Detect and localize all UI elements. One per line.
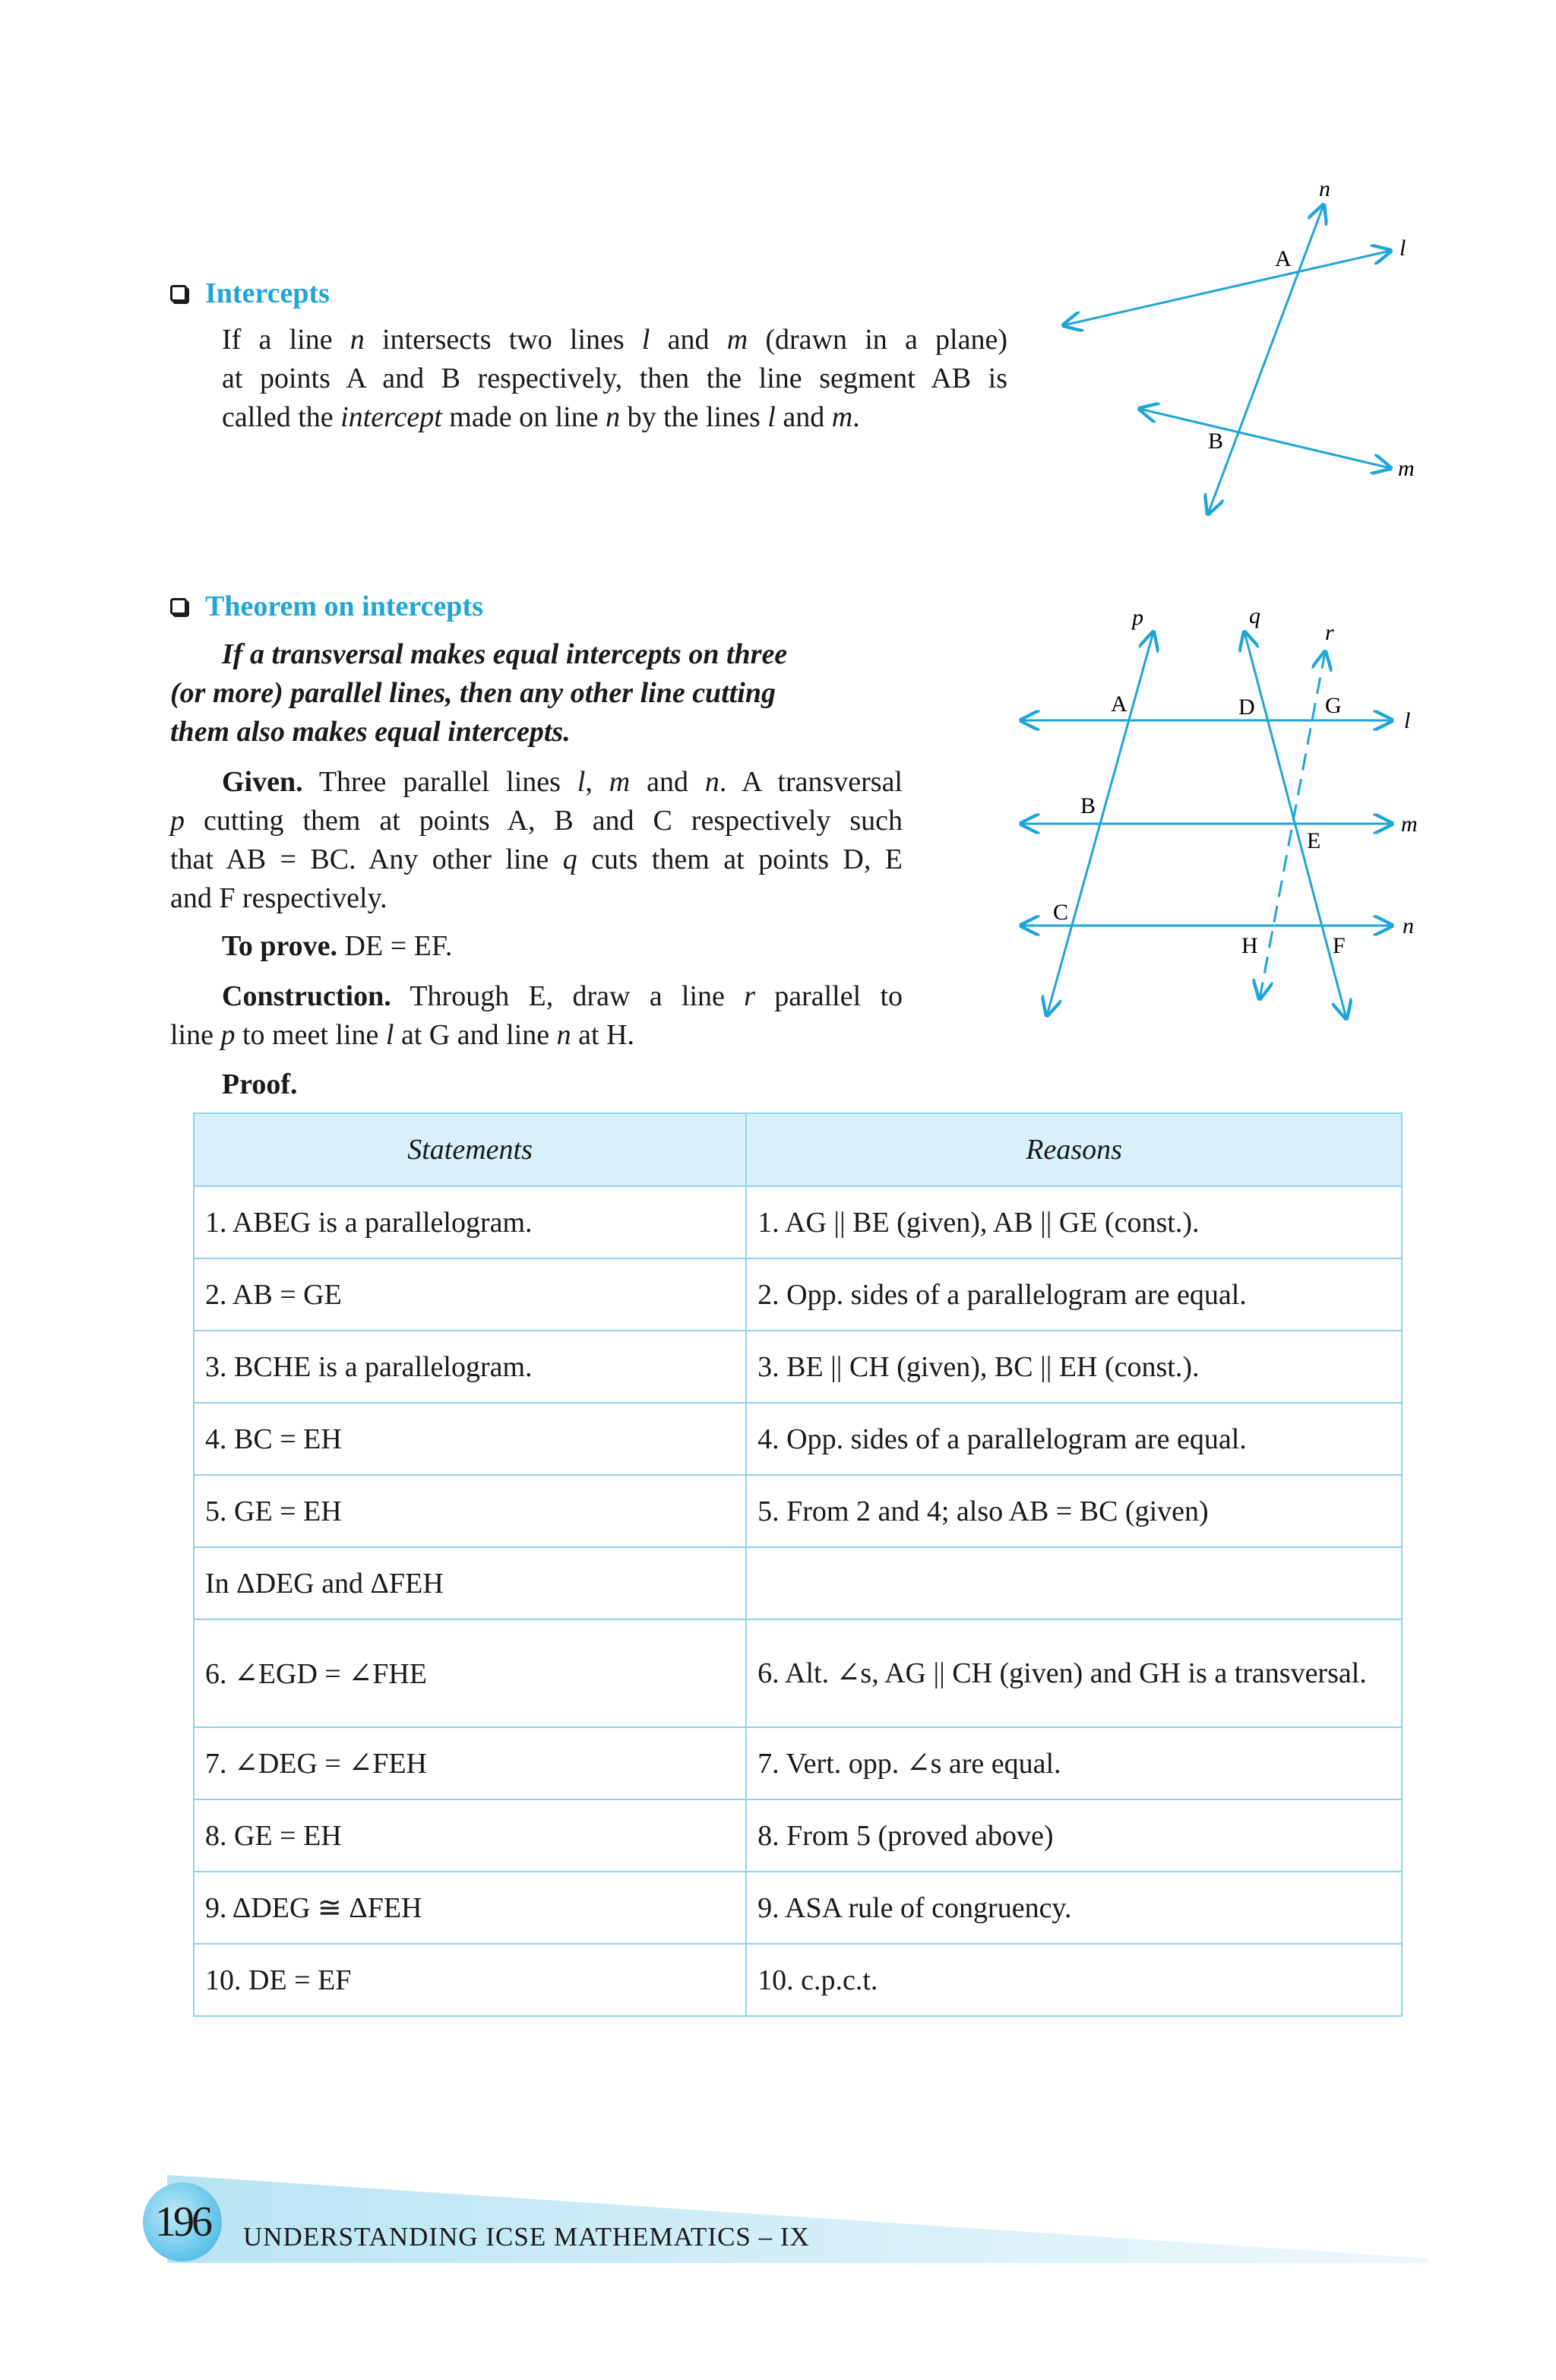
table-row [194, 1403, 1402, 1475]
italic-term: p [170, 805, 185, 837]
statement-cell: 2. AB = GE [194, 1258, 746, 1331]
table-row [194, 1872, 1402, 1944]
reason-cell [746, 1547, 1402, 1619]
theorem-line: (or more) parallel lines, then any other line cutting [170, 677, 776, 709]
label-E: E [1307, 828, 1321, 853]
proof-table [193, 1112, 1403, 2017]
line-m [1140, 409, 1390, 468]
theorem-line: them also makes equal intercepts. [170, 716, 571, 748]
italic-term: intercept [340, 401, 442, 433]
statements-header: Statements [194, 1113, 746, 1186]
text-run: , [585, 766, 609, 798]
definition-line [222, 398, 1007, 437]
reason-cell: 4. Opp. sides of a parallelogram are equal. [746, 1403, 1402, 1475]
theorem-line: If a transversal makes equal intercepts on three [222, 638, 788, 670]
label-B: B [1208, 429, 1224, 454]
construction-line [170, 1016, 903, 1055]
label-B: B [1080, 793, 1096, 818]
theorem-statement [170, 635, 903, 752]
reason-cell: 7. Vert. opp. ∠s are equal. [746, 1727, 1402, 1799]
label-A: A [1111, 692, 1127, 717]
table-row [194, 1547, 1402, 1619]
text-run: parallel to [754, 980, 903, 1012]
text-run: to meet line [235, 1019, 386, 1051]
book-title: UNDERSTANDING ICSE MATHEMATICS – IX [243, 2222, 810, 2252]
checkbox-bullet-icon [170, 598, 187, 615]
line-n [1208, 205, 1324, 514]
given-line [170, 879, 903, 918]
label-r: r [1325, 620, 1334, 645]
statement-cell: 6. ∠EGD = ∠FHE [194, 1619, 746, 1727]
reason-cell: 8. From 5 (proved above) [746, 1799, 1402, 1872]
text-run: and F respectively. [170, 882, 387, 914]
text-run: line [170, 1019, 221, 1051]
text-run: made on line [441, 401, 606, 433]
label-H: H [1241, 933, 1258, 958]
italic-term: m [726, 324, 748, 356]
proof-table-body [194, 1186, 1402, 2016]
label-C: C [1053, 900, 1069, 925]
statement-cell: In ΔDEG and ΔFEH [194, 1547, 746, 1619]
text-run: Three parallel lines [302, 766, 577, 798]
italic-term: l [767, 401, 776, 433]
label-D: D [1238, 695, 1255, 720]
given-block [170, 763, 903, 918]
to-prove-text: DE = EF. [337, 930, 453, 962]
line-q [1244, 632, 1346, 1018]
italic-term: n [606, 401, 621, 433]
text-run: If a line [222, 324, 350, 356]
text-run: Through E, draw a line [391, 980, 745, 1012]
statement-cell: 4. BC = EH [194, 1403, 746, 1475]
reason-cell: 9. ASA rule of congruency. [746, 1872, 1402, 1944]
reason-cell: 2. Opp. sides of a parallelogram are equal. [746, 1258, 1402, 1331]
italic-term: n [704, 766, 719, 798]
text-run: and [775, 401, 832, 433]
italic-term: l [577, 766, 586, 798]
given-line [170, 802, 903, 840]
table-row [194, 1944, 1402, 2016]
text-run: at H. [571, 1019, 635, 1051]
theorem-figure [1003, 593, 1444, 1033]
table-row [194, 1619, 1402, 1727]
theorem-heading-text: Theorem on intercepts [205, 590, 483, 622]
label-n: n [1319, 176, 1330, 201]
italic-term: l [385, 1019, 394, 1051]
proof-label-text: Proof. [222, 1068, 298, 1100]
theorem-heading [170, 590, 483, 623]
given-line [170, 763, 903, 802]
table-row [194, 1799, 1402, 1872]
to-prove [222, 927, 903, 966]
definition-line [222, 321, 1007, 359]
reasons-header: Reasons [746, 1113, 1402, 1186]
intercepts-heading [170, 277, 330, 310]
italic-term: m [609, 766, 631, 798]
page-number-badge [143, 2182, 222, 2261]
label-F: F [1333, 933, 1346, 958]
label-m: m [1398, 456, 1415, 481]
construction-block [170, 977, 903, 1055]
italic-term: m [831, 401, 853, 433]
text-run: intersects two lines [364, 324, 642, 356]
intercepts-heading-text: Intercepts [205, 277, 330, 309]
text-run: cutting them at points A, B and C respectively such [185, 805, 903, 837]
italic-term: r [744, 980, 755, 1012]
table-row [194, 1475, 1402, 1547]
intercepts-definition [222, 321, 1007, 437]
statement-cell: 8. GE = EH [194, 1799, 746, 1872]
page-number: 196 [155, 2198, 210, 2245]
to-prove-label: To prove. [222, 930, 338, 962]
label-q: q [1249, 603, 1260, 628]
construction-label: Construction. [222, 980, 391, 1012]
text-run: . [852, 401, 860, 433]
table-header-row [194, 1113, 1402, 1186]
checkbox-bullet-icon [170, 285, 187, 302]
label-p: p [1132, 605, 1143, 630]
statement-cell: 3. BCHE is a parallelogram. [194, 1331, 746, 1403]
italic-term: l [641, 324, 650, 356]
text-run: and [630, 766, 705, 798]
reason-cell: 5. From 2 and 4; also AB = BC (given) [746, 1475, 1402, 1547]
label-A: A [1275, 246, 1292, 271]
reason-cell: 6. Alt. ∠s, AG || CH (given) and GH is a transversal. [746, 1619, 1402, 1727]
given-label: Given. [222, 766, 303, 798]
given-line [170, 840, 903, 879]
table-row [194, 1186, 1402, 1258]
label-l: l [1404, 708, 1411, 733]
intercepts-figure [1048, 173, 1444, 530]
italic-term: n [349, 324, 365, 356]
table-row [194, 1258, 1402, 1331]
italic-term: n [556, 1019, 571, 1051]
label-n: n [1403, 913, 1414, 938]
statement-cell: 1. ABEG is a parallelogram. [194, 1186, 746, 1258]
text-run: that AB = BC. Any other line [170, 843, 563, 875]
table-row [194, 1331, 1402, 1403]
text-run: and [650, 324, 727, 356]
reason-cell: 10. c.p.c.t. [746, 1944, 1402, 2016]
text-run: cuts them at points D, E [577, 843, 903, 875]
text-run: at G and line [394, 1019, 557, 1051]
construction-line [170, 977, 903, 1016]
text-run: at points A and B respectively, then the line segment AB is [222, 362, 1007, 394]
text-run: called the [222, 401, 341, 433]
statement-cell: 7. ∠DEG = ∠FEH [194, 1727, 746, 1799]
italic-term: p [220, 1019, 236, 1051]
reason-cell: 3. BE || CH (given), BC || EH (const.). [746, 1331, 1402, 1403]
statement-cell: 10. DE = EF [194, 1944, 746, 2016]
definition-line [222, 359, 1007, 398]
text-run: . A transversal [719, 766, 903, 798]
label-l: l [1399, 236, 1406, 261]
statement-cell: 9. ΔDEG ≅ ΔFEH [194, 1872, 746, 1944]
line-l [1064, 251, 1390, 325]
italic-term: q [562, 843, 577, 875]
text-run: by the lines [620, 401, 768, 433]
statement-cell: 5. GE = EH [194, 1475, 746, 1547]
label-m: m [1401, 812, 1418, 837]
reason-cell: 1. AG || BE (given), AB || GE (const.). [746, 1186, 1402, 1258]
line-r [1260, 652, 1325, 999]
label-G: G [1325, 693, 1342, 718]
proof-label [222, 1065, 298, 1104]
table-row [194, 1727, 1402, 1799]
text-run: (drawn in a plane) [748, 324, 1007, 356]
